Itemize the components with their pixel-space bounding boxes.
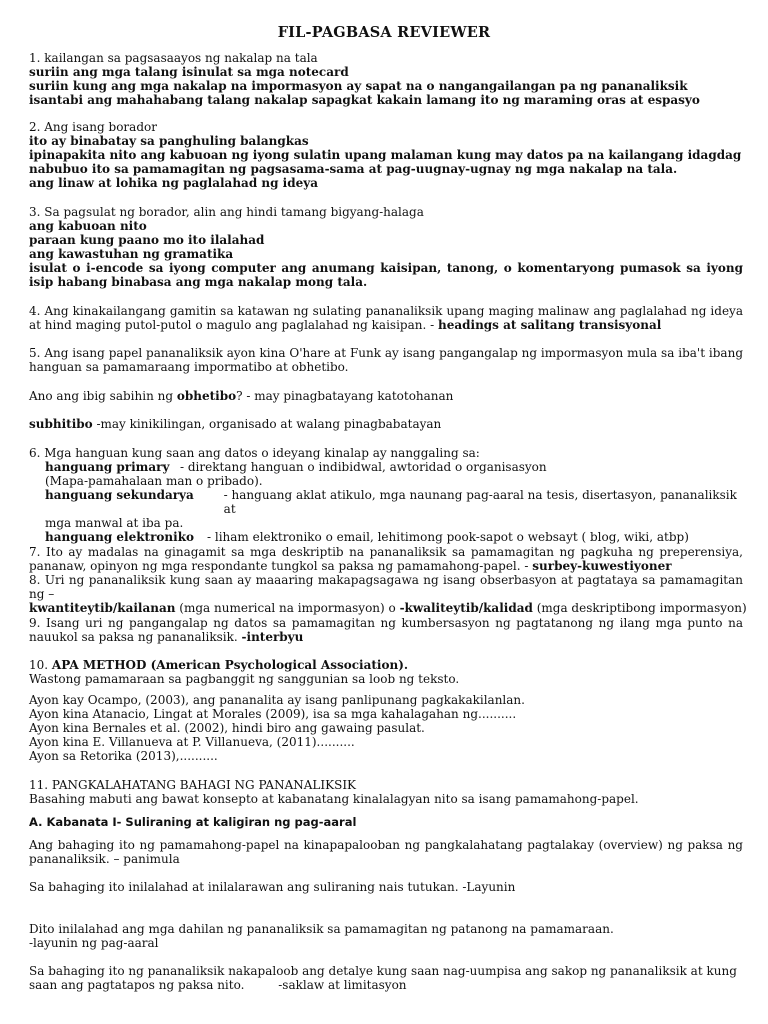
question-3-text: 3. Sa pagsulat ng borador, alin ang hindi tamang bigyang-halaga bbox=[29, 205, 424, 219]
source-secondary-cont: mga manwal at iba pa. bbox=[45, 516, 184, 530]
question-8 bbox=[29, 573, 747, 615]
question-8-end: (mga deskriptibong impormasyon) bbox=[532, 601, 747, 615]
chapter-para-3-text: Dito inilalahad ang mga dahilan ng pananaliksik sa pamamagitan ng patanong na pamamaraan. bbox=[29, 922, 614, 936]
apa-examples bbox=[29, 693, 743, 763]
question-9 bbox=[29, 616, 743, 644]
question-10 bbox=[29, 658, 743, 686]
question-3-answer: ang kawastuhan ng gramatika bbox=[29, 247, 234, 261]
question-10-desc: Wastong pamamaraan sa pagbanggit ng sanggunian sa loob ng teksto. bbox=[29, 672, 460, 686]
obhetibo-term: obhetibo bbox=[176, 389, 237, 403]
apa-example: Ayon kina E. Villanueva at P. Villanueva, (2011).......... bbox=[29, 735, 355, 749]
source-primary-def: - direktang hanguan o indibidwal, awtoridad o organisasyon bbox=[180, 460, 547, 474]
question-4 bbox=[29, 304, 743, 332]
question-2-text: 2. Ang isang borador bbox=[29, 120, 157, 134]
source-primary-note: (Mapa-pamahalaan man o pribado). bbox=[45, 474, 263, 488]
question-4-text: 4. Ang kinakailangang gamitin sa katawan ng sulating pananaliksik upang maging malinaw ang paglalahad ng ideya at hind maging putol-putol o magulo ang paglalahad ng kaisipan. - bbox=[29, 304, 743, 332]
subhitibo-definition bbox=[29, 417, 743, 431]
question-1-text: 1. kailangan sa pagsasaayos ng nakalap na tala bbox=[29, 51, 318, 65]
question-2-answer: ang linaw at lohika ng paglalahad ng ideya bbox=[29, 176, 319, 190]
question-8-mid: (mga numerical na impormasyon) o bbox=[175, 601, 400, 615]
question-1-answer: isantabi ang mahahabang talang nakalap sapagkat kakain lamang ito ng maraming oras at espasyo bbox=[29, 93, 700, 107]
question-5: 5. Ang isang papel pananaliksik ayon kina O'hare at Funk ay isang pangangalap ng impormasyon mula sa iba't ibang hanguan sa pamamaraang impormatibo at obhetibo. bbox=[29, 346, 743, 374]
chapter-heading: A. Kabanata I- Suliraning at kaligiran ng pag-aaral bbox=[29, 815, 357, 829]
question-11-title: 11. PANGKALAHATANG BAHAGI NG PANANALIKSIK bbox=[29, 778, 357, 792]
chapter-para-1: Ang bahaging ito ng pamamahong-papel na kinapapalooban ng pangkalahatang pagtalakay (overview) ng paksa ng pananaliksik. – panimula bbox=[29, 838, 743, 866]
source-secondary-name: hanguang sekundarya bbox=[45, 488, 194, 502]
chapter-para-3 bbox=[29, 922, 743, 950]
question-6 bbox=[29, 446, 743, 544]
question-2-answer: nabubuo ito sa pamamagitan ng pagsasama-sama at pag-uugnay-ugnay ng mga nakalap na tala. bbox=[29, 162, 678, 176]
question-3-long-answer: isulat o i-encode sa iyong computer ang anumang kaisipan, tanong, o komentaryong pumasok sa iyong isip habang binabasa ang mga nakalap mong tala. bbox=[29, 261, 743, 289]
chapter-para-3-answer: -layunin ng pag-aaral bbox=[29, 936, 159, 950]
question-1 bbox=[29, 51, 743, 107]
chapter-para-4-text: Sa bahaging ito ng pananaliksik nakapaloob ang detalye kung saan nag-uumpisa ang sakop ng pananaliksik at kung saan ang pagtatapos ng paksa nito. bbox=[29, 964, 737, 992]
subhitibo-def: -may kinikilingan, organisado at walang pinagbabatayan bbox=[92, 417, 442, 431]
question-3-answer: paraan kung paano mo ito ilalahad bbox=[29, 233, 265, 247]
question-7 bbox=[29, 545, 743, 573]
question-1-answer: suriin ang mga talang isinulat sa mga notecard bbox=[29, 65, 349, 79]
question-4-answer: headings at salitang transisyonal bbox=[437, 318, 662, 332]
chapter-para-4-answer: -saklaw at limitasyon bbox=[278, 978, 407, 992]
source-primary bbox=[29, 460, 743, 474]
apa-example: Ayon kay Ocampo, (2003), ang pananalita ay isang panlipunang pagkakakilanlan. bbox=[29, 693, 525, 707]
source-primary-name: hanguang primary bbox=[45, 460, 170, 474]
question-2 bbox=[29, 120, 743, 190]
question-9-text: 9. Isang uri ng pangangalap ng datos sa pamamagitan ng kumbersasyon ng pagtatanong ng ilang mga punto na nauukol sa paksa ng pananaliksik. bbox=[29, 616, 743, 644]
chapter-para-4 bbox=[29, 964, 743, 992]
question-8-term-qualitative: -kwaliteytib/kalidad bbox=[399, 601, 533, 615]
question-10-num: 10. bbox=[29, 658, 52, 672]
apa-example: Ayon kina Atanacio, Lingat at Morales (2009), isa sa mga kahalagahan ng.......... bbox=[29, 707, 517, 721]
question-1-answer: suriin kung ang mga nakalap na impormasyon ay sapat na o nangangailangan pa ng pananaliksik bbox=[29, 79, 688, 93]
source-electronic bbox=[29, 530, 743, 544]
question-7-text: 7. Ito ay madalas na ginagamit sa mga deskriptib na pananaliksik sa pamamagitan ng pagkuha ng preperensiya, pananaw, opinyon ng mga respondante tungkol sa paksa ng pamamahong-papel. - bbox=[29, 545, 743, 573]
question-3-answer: ang kabuoan nito bbox=[29, 219, 147, 233]
question-6-text: 6. Mga hanguan kung saan ang datos o ideyang kinalap ay nanggaling sa: bbox=[29, 446, 480, 460]
question-3 bbox=[29, 205, 743, 289]
source-secondary-def: - hanguang aklat atikulo, mga naunang pag-aaral na tesis, disertasyon, pananaliksik at bbox=[223, 488, 737, 516]
question-11 bbox=[29, 778, 743, 806]
subhitibo-term: subhitibo bbox=[29, 417, 93, 431]
source-electronic-def: - liham elektroniko o email, lehitimong pook-sapot o websayt ( blog, wiki, atbp) bbox=[207, 530, 689, 544]
apa-example: Ayon sa Retorika (2013),.......... bbox=[29, 749, 218, 763]
question-9-answer: -interbyu bbox=[241, 630, 304, 644]
question-10-title: APA METHOD (American Psychological Association). bbox=[51, 658, 409, 672]
obhetibo-pre: Ano ang ibig sabihin ng bbox=[29, 389, 177, 403]
question-2-answer: ipinapakita nito ang kabuoan ng iyong sulatin upang malaman kung may datos pa na kailangang idagdag bbox=[29, 148, 742, 162]
question-8-text: 8. Uri ng pananaliksik kung saan ay maaaring makapagsagawa ng isang obserbasyon at pagtataya sa pamamagitan ng – bbox=[29, 573, 743, 601]
source-secondary bbox=[29, 488, 743, 516]
question-8-term-quantitative: kwantiteytib/kailanan bbox=[29, 601, 176, 615]
question-2-answer: ito ay binabatay sa panghuling balangkas bbox=[29, 134, 309, 148]
obhetibo-post: ? - may pinagbatayang katotohanan bbox=[236, 389, 454, 403]
question-11-desc: Basahing mabuti ang bawat konsepto at kabanatang kinalalagyan nito sa isang pamamahong-papel. bbox=[29, 792, 639, 806]
page-title: FIL-PAGBASA REVIEWER bbox=[277, 24, 491, 41]
chapter-para-2: Sa bahaging ito inilalahad at inilalarawan ang suliraning nais tutukan. -Layunin bbox=[29, 880, 516, 894]
obhetibo-definition bbox=[29, 389, 743, 403]
apa-example: Ayon kina Bernales et al. (2002), hindi biro ang gawaing pasulat. bbox=[29, 721, 425, 735]
question-7-answer: surbey-kuwestiyoner bbox=[532, 559, 672, 573]
source-electronic-name: hanguang elektroniko bbox=[45, 530, 195, 544]
